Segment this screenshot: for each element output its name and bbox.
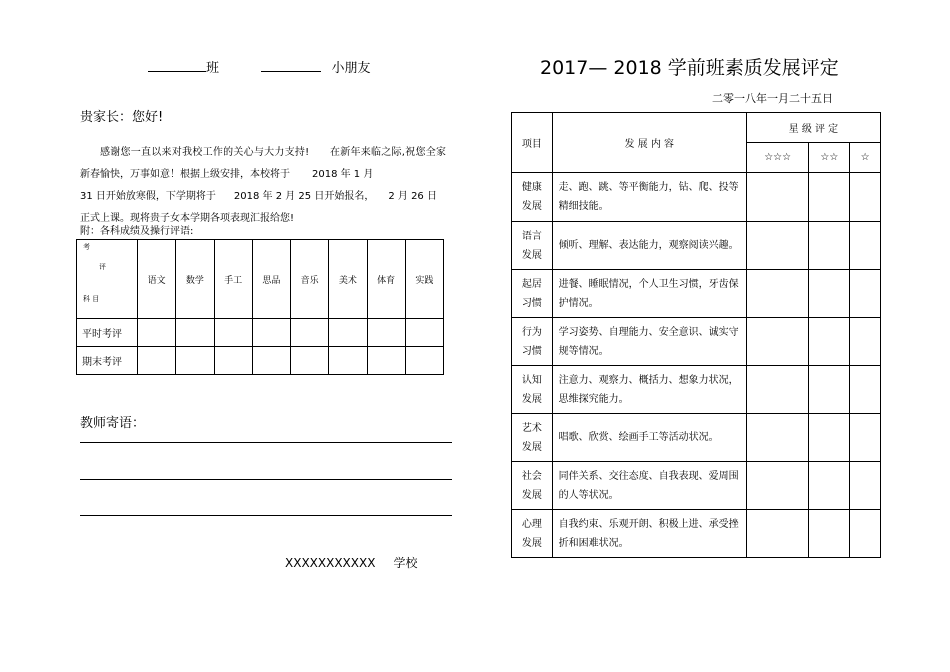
rating-cell[interactable] — [809, 173, 850, 222]
school-name: XXXXXXXXXXX — [285, 556, 376, 570]
table-row — [77, 319, 444, 347]
evaluation-table — [511, 112, 881, 558]
table-row: 起居 习惯 进餐、睡眠情况，个人卫生习惯，牙齿保护情况。 — [512, 270, 881, 318]
student-header — [148, 57, 370, 76]
rating-cell[interactable] — [746, 510, 809, 558]
rating-cell[interactable] — [809, 366, 850, 414]
page-title: 2017— 2018 学前班素质发展评定 — [540, 57, 839, 79]
grade-cell[interactable] — [405, 347, 443, 375]
rating-cell[interactable] — [746, 366, 809, 414]
table-row: 健康 发展 走、跑、跳、等平衡能力，钻、爬、投等精细技能。 — [512, 173, 881, 222]
rating-cell[interactable] — [850, 462, 881, 510]
subject-pe: 体育 — [367, 240, 405, 319]
school-suffix: 学校 — [393, 556, 418, 570]
rating-cell[interactable] — [746, 270, 809, 318]
table-row: 社会 发展 同伴关系、交往态度、自我表现、爱周围的人等状况。 — [512, 462, 881, 510]
row-label-regular: 平时考评 — [77, 319, 138, 347]
grade-cell[interactable] — [138, 319, 176, 347]
rating-cell[interactable] — [746, 318, 809, 366]
table-row: 艺术 发展 唱歌、欣赏、绘画手工等活动状况。 — [512, 414, 881, 462]
letter-paragraph: 感谢您一直以来对我校工作的关心与大力支持! 在新年来临之际,祝您全家新春愉快，万事如意！根据上级安排，本校将于 2018 年 1 月 — [80, 147, 446, 180]
letter-line-dates: 31 日开始放寒假，下学期将于 2018 年 2 月 25 日开始报名， 2 月 26 日 — [80, 191, 437, 202]
grade-cell[interactable] — [367, 319, 405, 347]
rating-cell[interactable] — [809, 222, 850, 270]
rating-cell[interactable] — [850, 222, 881, 270]
three-star-header: ☆☆☆ — [746, 143, 809, 173]
rating-cell[interactable] — [850, 366, 881, 414]
grade-cell[interactable] — [329, 347, 367, 375]
header-rating: 星 级 评 定 — [746, 113, 880, 143]
rating-cell[interactable] — [746, 173, 809, 222]
grade-cell[interactable] — [176, 347, 214, 375]
attachment-note: 附：各科成绩及操行评语: — [80, 226, 194, 237]
grade-cell[interactable] — [138, 347, 176, 375]
rating-cell[interactable] — [850, 270, 881, 318]
table-row — [77, 347, 444, 375]
rating-cell[interactable] — [809, 318, 850, 366]
grades-table — [76, 239, 444, 375]
grade-cell[interactable] — [405, 319, 443, 347]
row-label-final: 期末考评 — [77, 347, 138, 375]
grade-cell[interactable] — [252, 347, 290, 375]
rating-cell[interactable] — [809, 462, 850, 510]
grade-cell[interactable] — [291, 347, 329, 375]
letter-line-final: 正式上课。现将贵子女本学期各项表现汇报给您! — [80, 213, 295, 224]
subject-art: 美术 — [329, 240, 367, 319]
subject-math: 数学 — [176, 240, 214, 319]
header-item: 项目 — [512, 113, 553, 173]
teacher-comment-title: 教师寄语： — [80, 416, 146, 431]
class-blank[interactable] — [148, 71, 206, 72]
grade-cell[interactable] — [329, 319, 367, 347]
rating-cell[interactable] — [850, 318, 881, 366]
one-star-header: ☆ — [850, 143, 881, 173]
table-row: 语言 发展 倾听、理解、表达能力，观察阅读兴趣。 — [512, 222, 881, 270]
rating-cell[interactable] — [850, 173, 881, 222]
school-signature — [285, 554, 417, 571]
comment-line[interactable] — [80, 515, 452, 516]
grade-cell[interactable] — [214, 319, 252, 347]
grade-cell[interactable] — [214, 347, 252, 375]
two-star-header: ☆☆ — [809, 143, 850, 173]
subject-practice: 实践 — [405, 240, 443, 319]
letter-body — [80, 142, 446, 230]
grade-cell[interactable] — [252, 319, 290, 347]
comment-line[interactable] — [80, 479, 452, 480]
grade-cell[interactable] — [176, 319, 214, 347]
rating-cell[interactable] — [809, 510, 850, 558]
rating-cell[interactable] — [850, 414, 881, 462]
rating-cell[interactable] — [746, 462, 809, 510]
subject-handcraft: 手工 — [214, 240, 252, 319]
table-row: 行为 习惯 学习姿势、自理能力、安全意识、诚实守规等情况。 — [512, 318, 881, 366]
diagonal-header-cell: 考 评 科 目 — [77, 240, 138, 319]
table-row: 认知 发展 注意力、观察力、概括力、想象力状况，思维探究能力。 — [512, 366, 881, 414]
subject-chinese: 语文 — [138, 240, 176, 319]
subject-music: 音乐 — [291, 240, 329, 319]
table-row: 心理 发展 自我约束、乐观开朗、积极上进、承受挫折和困难状况。 — [512, 510, 881, 558]
grade-cell[interactable] — [367, 347, 405, 375]
class-label: 班 — [206, 61, 220, 76]
evaluation-date: 二零一八年一月二十五日 — [712, 92, 833, 105]
comment-line[interactable] — [80, 442, 452, 443]
rating-cell[interactable] — [809, 414, 850, 462]
rating-cell[interactable] — [746, 222, 809, 270]
subject-morality: 思品 — [252, 240, 290, 319]
greeting: 贵家长：您好! — [80, 110, 164, 125]
rating-cell[interactable] — [809, 270, 850, 318]
grade-cell[interactable] — [291, 319, 329, 347]
break-start-date: 2018 年 1 月 — [312, 169, 374, 180]
header-content: 发 展 内 容 — [552, 113, 746, 173]
rating-cell[interactable] — [746, 414, 809, 462]
child-name-blank[interactable] — [261, 71, 321, 72]
rating-cell[interactable] — [850, 510, 881, 558]
child-label: 小朋友 — [331, 61, 371, 76]
